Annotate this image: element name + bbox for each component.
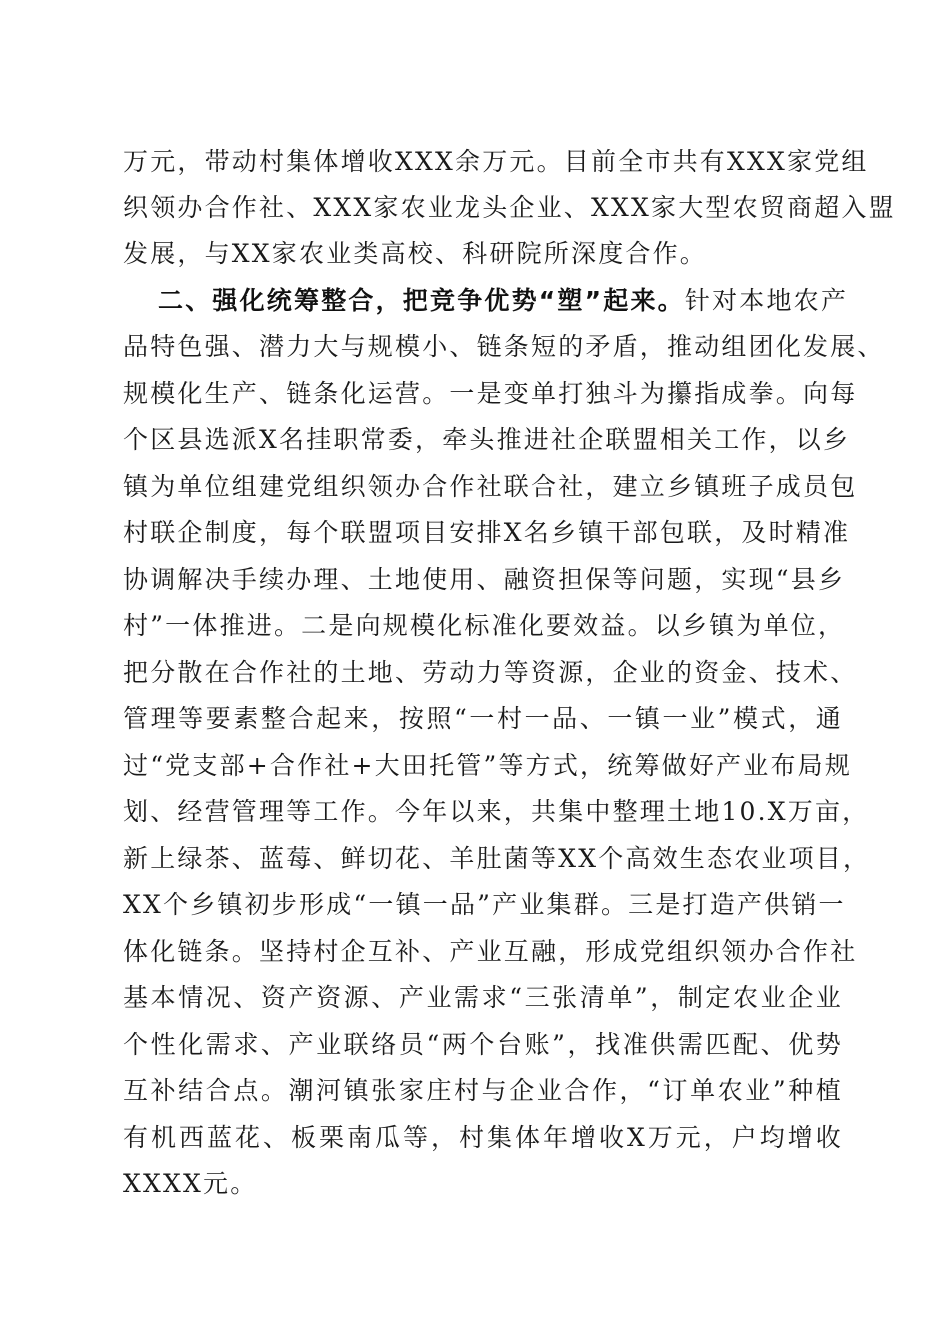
text-line: 体化链条。坚持村企互补、产业互融，形成党组织领办合作社 (123, 937, 858, 966)
text-line: 镇为单位组建党组织领办合作社联合社，建立乡镇班子成员包 (123, 472, 858, 501)
section-heading: 二、强化统筹整合，把竞争优势“塑”起来。 (158, 286, 685, 315)
text-line: 个性化需求、产业联络员“两个台账”，找准供需匹配、优势 (123, 1030, 843, 1059)
text-line: XX个乡镇初步形成“一镇一品”产业集群。三是打造产供销一 (123, 890, 846, 919)
text-line: 品特色强、潜力大与规模小、链条短的矛盾，推动组团化发展、 (123, 332, 885, 361)
text-line: 管理等要素整合起来，按照“一村一品、一镇一业”模式，通 (123, 704, 843, 733)
text-line: 互补结合点。潮河镇张家庄村与企业合作，“订单农业”种植 (123, 1076, 843, 1105)
text-line: 村联企制度，每个联盟项目安排X名乡镇干部包联，及时精准 (123, 518, 851, 547)
text-line: 有机西蓝花、板栗南瓜等，村集体年增收X万元，户均增收 (123, 1123, 843, 1152)
text-line: 村”一体推进。二是向规模化标准化要效益。以乡镇为单位， (123, 611, 846, 640)
text-line: 把分散在合作社的土地、劳动力等资源，企业的资金、技术、 (123, 658, 858, 687)
text-line: 发展，与XX家农业类高校、科研院所深度合作。 (123, 239, 707, 268)
text-line: 个区县选派X名挂职常委，牵头推进社企联盟相关工作，以乡 (123, 425, 851, 454)
section-2-first-line (158, 286, 849, 316)
text-line: 基本情况、资产资源、产业需求“三张清单”，制定农业企业 (123, 983, 843, 1012)
text-line: 协调解决手续办理、土地使用、融资担保等问题，实现“县乡 (123, 565, 846, 594)
text-line: 划、经营管理等工作。今年以来，共集中整理土地10.X万亩， (123, 797, 870, 826)
text-line: 万元，带动村集体增收XXX余万元。目前全市共有XXX家党组 (123, 147, 869, 176)
text-line: 过“党支部+合作社+大田托管”等方式，统筹做好产业布局规 (123, 751, 853, 780)
text-line: XXXX元。 (123, 1169, 258, 1198)
text-line: 规模化生产、链条化运营。一是变单打独斗为攥指成拳。向每 (123, 379, 858, 408)
text-line: 织领办合作社、XXX家农业龙头企业、XXX家大型农贸商超入盟 (123, 193, 896, 222)
text-line: 新上绿茶、蓝莓、鲜切花、羊肚菌等XX个高效生态农业项目， (123, 844, 871, 873)
text-segment: 针对本地农产 (684, 286, 849, 315)
